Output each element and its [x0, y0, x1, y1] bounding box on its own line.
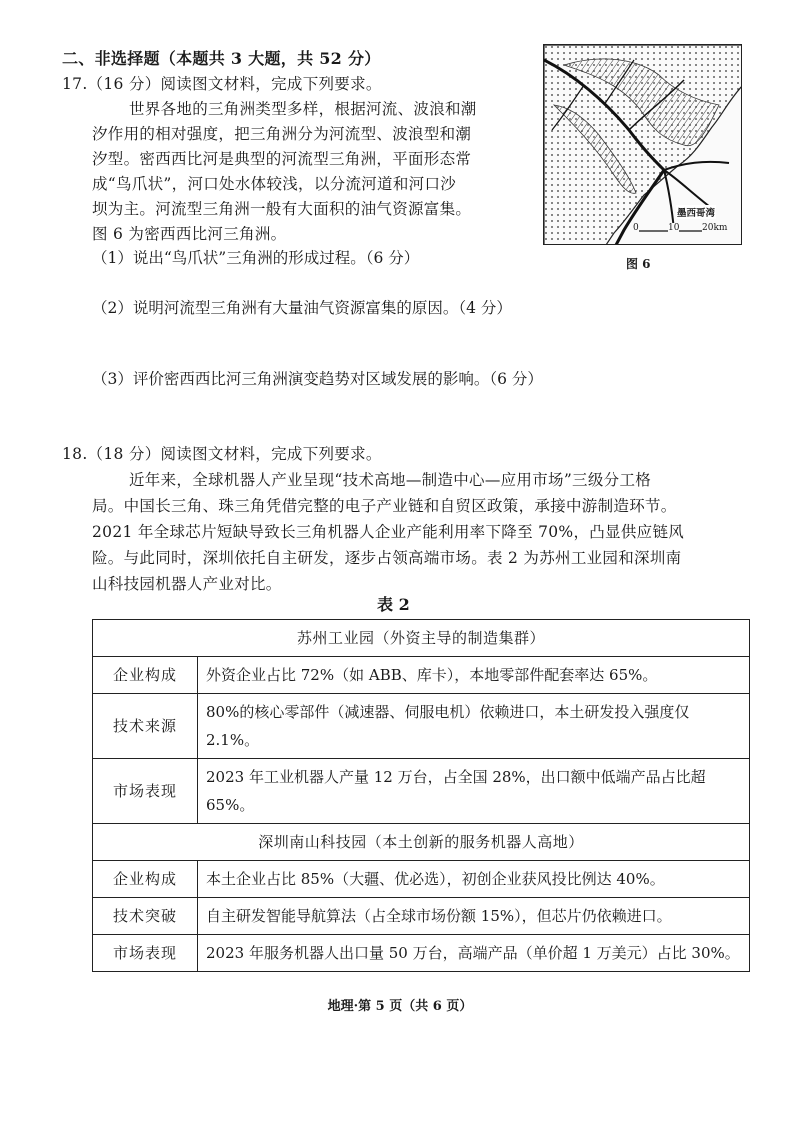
table-group-header-row [93, 620, 750, 657]
row-content: 本土企业占比 85%（大疆、优必选），初创企业获风投比例达 40%。 [198, 861, 750, 898]
table-caption: 表 2 [377, 595, 410, 614]
q17-para-line-3: 汐型。密西西比河是典型的河流型三角洲，平面形态常 [92, 150, 472, 168]
q17-para-line-6: 图 6 为密西西比河三角洲。 [92, 225, 287, 243]
q18-para-line-1: 近年来，全球机器人产业呈现“技术高地—制造中心—应用市场”三级分工格 [129, 471, 652, 489]
q18-para-line-2: 局。中国长三角、珠三角凭借完整的电子产业链和自贸区政策，承接中游制造环节。 [92, 497, 677, 515]
robot-industry-table [92, 619, 750, 972]
row-content: 80%的核心零部件（减速器、伺服电机）依赖进口，本土研发投入强度仅 2.1%。 [198, 694, 750, 759]
q18-para-line-4: 险。与此同时，深圳依托自主研发，逐步占领高端市场。表 2 为苏州工业园和深圳南 [92, 549, 682, 567]
table-row [93, 657, 750, 694]
scale-label-0: 0 [633, 223, 639, 233]
q18-para-line-3: 2021 年全球芯片短缺导致长三角机器人企业产能利用率下降至 70%，凸显供应链风 [92, 523, 685, 541]
table-row [93, 935, 750, 972]
row-label: 技术来源 [93, 694, 198, 759]
q17-para-line-4: 成“鸟爪状”，河口处水体较浅，以分流河道和河口沙 [92, 175, 457, 193]
q17-para-line-2: 汐作用的相对强度，把三角洲分为河流型、波浪型和潮 [92, 125, 472, 143]
q17-sub-question-1: （1）说出“鸟爪状”三角洲的形成过程。（6 分） [92, 249, 420, 267]
q17-para-line-1: 世界各地的三角洲类型多样，根据河流、波浪和潮 [129, 100, 477, 118]
table-row [93, 861, 750, 898]
table-group-header-row [93, 824, 750, 861]
q18-para-line-5: 山科技园机器人产业对比。 [92, 575, 282, 593]
group-title-shenzhen: 深圳南山科技园（本土创新的服务机器人高地） [93, 824, 750, 861]
figure-caption: 图 6 [626, 257, 651, 271]
delta-map [543, 44, 742, 245]
row-label: 企业构成 [93, 861, 198, 898]
section-title: 二、非选择题（本题共 3 大题，共 52 分） [62, 49, 381, 68]
gulf-label: 墨西哥湾 [676, 205, 716, 219]
table-row [93, 898, 750, 935]
row-label: 技术突破 [93, 898, 198, 935]
row-content: 2023 年服务机器人出口量 50 万台，高端产品（单价超 1 万美元）占比 30%。 [198, 935, 750, 972]
q17-sub-question-2: （2）说明河流型三角洲有大量油气资源富集的原因。（4 分） [92, 299, 512, 317]
table-row [93, 694, 750, 759]
row-label: 市场表现 [93, 935, 198, 972]
row-label: 市场表现 [93, 759, 198, 824]
q17-header: 17.（16 分）阅读图文材料，完成下列要求。 [62, 75, 382, 93]
q17-para-line-5: 坝为主。河流型三角洲一般有大面积的油气资源富集。 [92, 200, 472, 218]
distributary-channel [664, 170, 674, 230]
page-footer: 地理·第 5 页（共 6 页） [327, 999, 473, 1014]
scale-label-10: 10 [668, 223, 680, 233]
row-content: 自主研发智能导航算法（占全球市场份额 15%），但芯片仍依赖进口。 [198, 898, 750, 935]
row-content: 2023 年工业机器人产量 12 万台，占全国 28%，出口额中低端产品占比超 65%。 [198, 759, 750, 824]
table-row [93, 759, 750, 824]
row-label: 企业构成 [93, 657, 198, 694]
row-content: 外资企业占比 72%（如 ABB、库卡），本地零部件配套率达 65%。 [198, 657, 750, 694]
scale-label-20km: 20km [702, 223, 728, 233]
q17-sub-question-3: （3）评价密西西比河三角洲演变趋势对区域发展的影响。（6 分） [92, 370, 543, 388]
group-title-suzhou: 苏州工业园（外资主导的制造集群） [93, 620, 750, 657]
q18-header: 18.（18 分）阅读图文材料，完成下列要求。 [62, 445, 382, 463]
